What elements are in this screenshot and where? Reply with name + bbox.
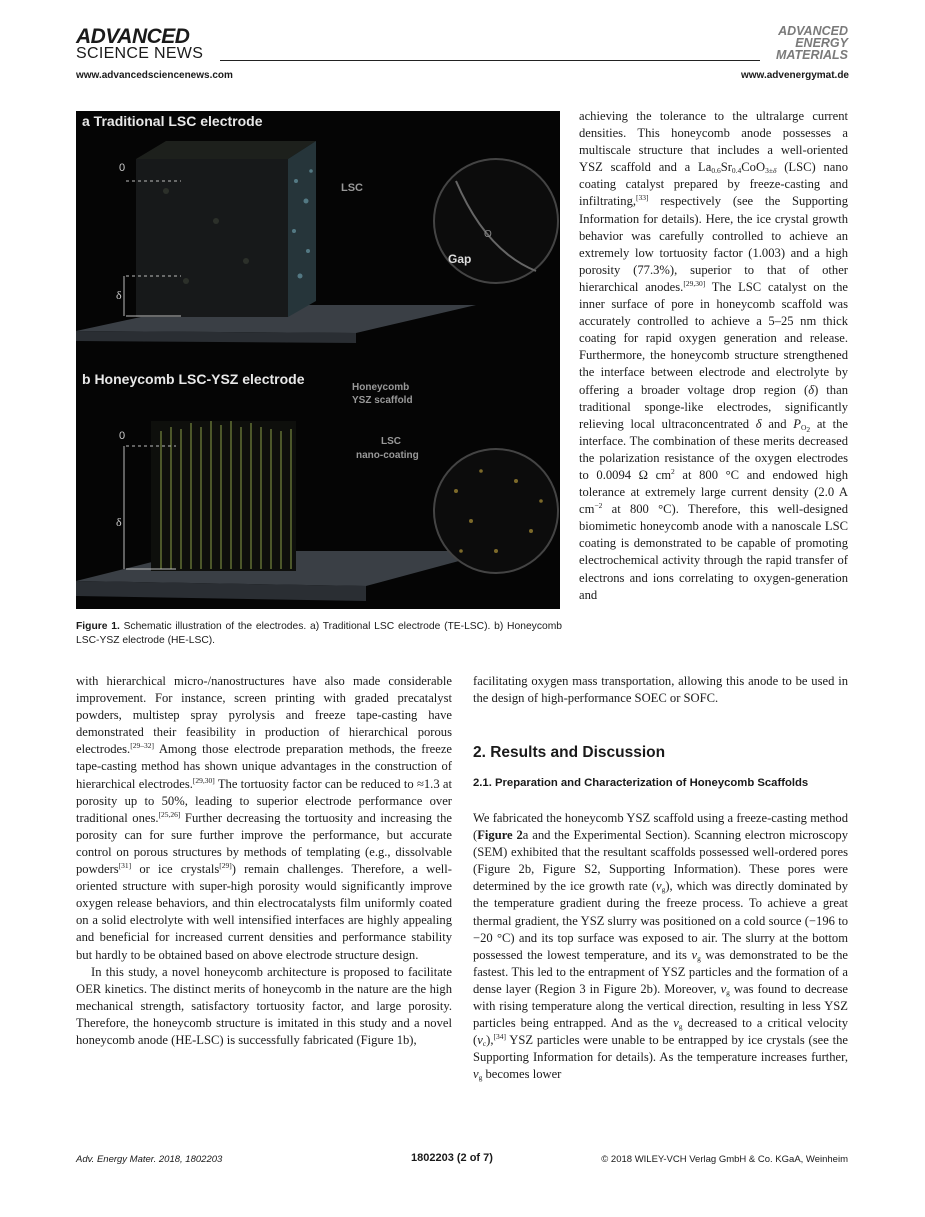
paragraph-right-top: achieving the tolerance to the ultralarge current densities. This honeycomb anode possesses a multiscale structure that includes a well-oriented YSZ scaffold and a $La_{0.6}Sr_{0.4}CoO_{3\pm\delta}$ (LSC) nano coating catalyst prepared by freeze-casting and infiltrating,[33] respectively (see the Supporting Information for details). Here, the ice crystal growth behavior was carefully controlled to achieve an extremely low tortuosity factor (1.003) and a high porosity (77.3%), superior to that of other hierarchical anodes.[29,30] The LSC catalyst on the inner surface of pore in honeycomb scaffold was accurately controlled to achieve a 5–25 nm thick coating for rapid oxygen generation and release. Furthermore, the honeycomb structure strengthened the interface between electrode and electrolyte by offering a broader voltage drop region (δ) than traditional sponge-like electrodes, significantly relieving local ultraconcentrated δ and $P_{O_2}$ at the interface. The combination of these merits decreased the polarization resistance of the oxygen electrodes to 0.0094 Ω $cm^2$ at 800 °C and endowed high tolerance at extremely large current density (2.0 A $cm^{-2}$ at 800 °C). Therefore, this well-designed biomimetic honeycomb anode with a nanoscale LSC coating is demonstrated to be capable of promoting electrochemical activity through the rapid transfer of electrons and ions correlating to oxygen-generation and [579,109,848,602]
publisher-logo [76,25,226,62]
section-heading: 2. Results and Discussion [473,744,666,761]
publisher-logo-line1: ADVANCED [76,25,190,48]
paragraph-left-bottom: with hierarchical micro-/nanostructures have also made considerable improvement. For instance, screen printing with graded precatalyst powders, multistep spray pyrolysis and freeze tape-casting have demonstrated their feasibility in production of hierarchical porous electrodes.[29–32] Among those electrode preparation methods, the freeze tape-casting method has shown unique advantages in the construction of hierarchical electrodes.[29,30] The tortuosity factor can be reduced to ≈1.3 at porosity up to 50%, leading to superior electrode performance over traditional ones.[25,26] Further decreasing the tortuosity and increasing the porosity can for sure further improve the performance, but accurate control on porous structures by methods of templating (e.g., dissolvable powders[31] or ice crystals[29]) remain challenges. Therefore, a well-oriented structure with super-high porosity would significantly improve oxygen release behaviors, and thin electrocatalysts film uniformly coated on a solid electrolyte with well intensified interfaces are highly appealing and beneficial for increased current densities and performance stability but hardly to be obtained based on above electrode structure design. In this study, a novel honeycomb architecture is proposed to facilitate OER kinetics. The distinct merits of honeycomb in the nature are the high mechanical strength, satisfactory tortuosity factor, and large porosity. Therefore, the honeycomb structure is imitated in this study and a novel honeycomb anode (HE-LSC) is successfully fabricated (Figure 1b), [76,674,452,1047]
panel-a-delta-label: δ [116,288,122,302]
journal-logo-line1: ADVANCED [778,24,848,38]
figure-1-image [76,111,560,609]
paragraph-right-mid: facilitating oxygen mass transportation, allowing this anode to be used in the design of high-performance SOEC or SOFC. [473,674,848,706]
figure-1-caption [76,620,562,648]
panel-b-title: b Honeycomb LSC-YSZ electrode [82,371,305,387]
panel-a-lsc-label: LSC [341,182,363,194]
subsection-heading: 2.1. Preparation and Characterization of Honeycomb Scaffolds [473,777,809,789]
panel-a-zero-label: 0 [119,162,126,174]
publisher-logo-line2: SCIENCE NEWS [76,44,204,62]
panel-b-zero-label: 0 [119,430,126,442]
figure-1-caption-text: Schematic illustration of the electrodes. a) Traditional LSC electrode (TE-LSC). b) Honeycomb LSC-YSZ electrode (HE-LSC). [76,621,562,646]
figure-1-caption-label: Figure 1. [76,621,120,632]
journal-logo-line2: ENERGY [795,36,848,50]
journal-logo [748,25,848,61]
footer-copyright: © 2018 WILEY-VCH Verlag GmbH & Co. KGaA, Weinheim [601,1154,848,1165]
panel-a-o2-label: O [484,229,492,240]
panel-b-honeycomb-label: Honeycomb [352,382,410,393]
panel-b-lsc-label: LSC [381,436,401,447]
panel-b-ysz-scaffold-label: YSZ scaffold [352,395,413,406]
footer-page-number: 1802203 (2 of 7) [411,1152,493,1164]
panel-b-nano-coating-label: nano-coating [356,450,419,461]
journal-url[interactable]: www.advenergymat.de [741,70,849,81]
panel-a-gap-label: Gap [448,252,472,266]
footer-citation: Adv. Energy Mater. 2018, 1802203 [76,1154,223,1165]
panel-b-delta-label: δ [116,515,122,529]
header-rule [220,60,760,61]
publisher-url[interactable]: www.advancedsciencenews.com [76,70,233,81]
panel-a-title: a Traditional LSC electrode [82,113,263,129]
paragraph-right-bottom: We fabricated the honeycomb YSZ scaffold using a freeze-casting method (Figure 2a and the Experimental Section). Scanning electron microscopy (SEM) exhibited that the resultant scaffolds possessed well-ordered pores (Figure 2b, Figure S2, Supporting Information). These pores were determined by the ice growth rate $(v_g)$, which was directly dominated by the temperature gradient during the freeze process. To achieve a great thermal gradient, the YSZ slurry was positioned on a cold source (−196 to −20 °C) and its top surface was exposed to air. The slurry at the bottom possessed the lowest temperature, and its $v_g$ was demonstrated to be the fastest. This led to the entrapment of YSZ particles and the formation of a dense layer (Region 3 in Figure 2b). Moreover, $v_g$ was found to decrease with rising temperature along the vertical direction, resulting in less YSZ particles being entrapped. And as the $v_g$ decreased to a critical velocity $(v_c),[34]$ YSZ particles were unable to be entrapped by ice crystals (see the Supporting Information for details). As the temperature increases further, $v_g$ becomes lower [473,811,848,1083]
journal-logo-line3: MATERIALS [776,48,848,62]
